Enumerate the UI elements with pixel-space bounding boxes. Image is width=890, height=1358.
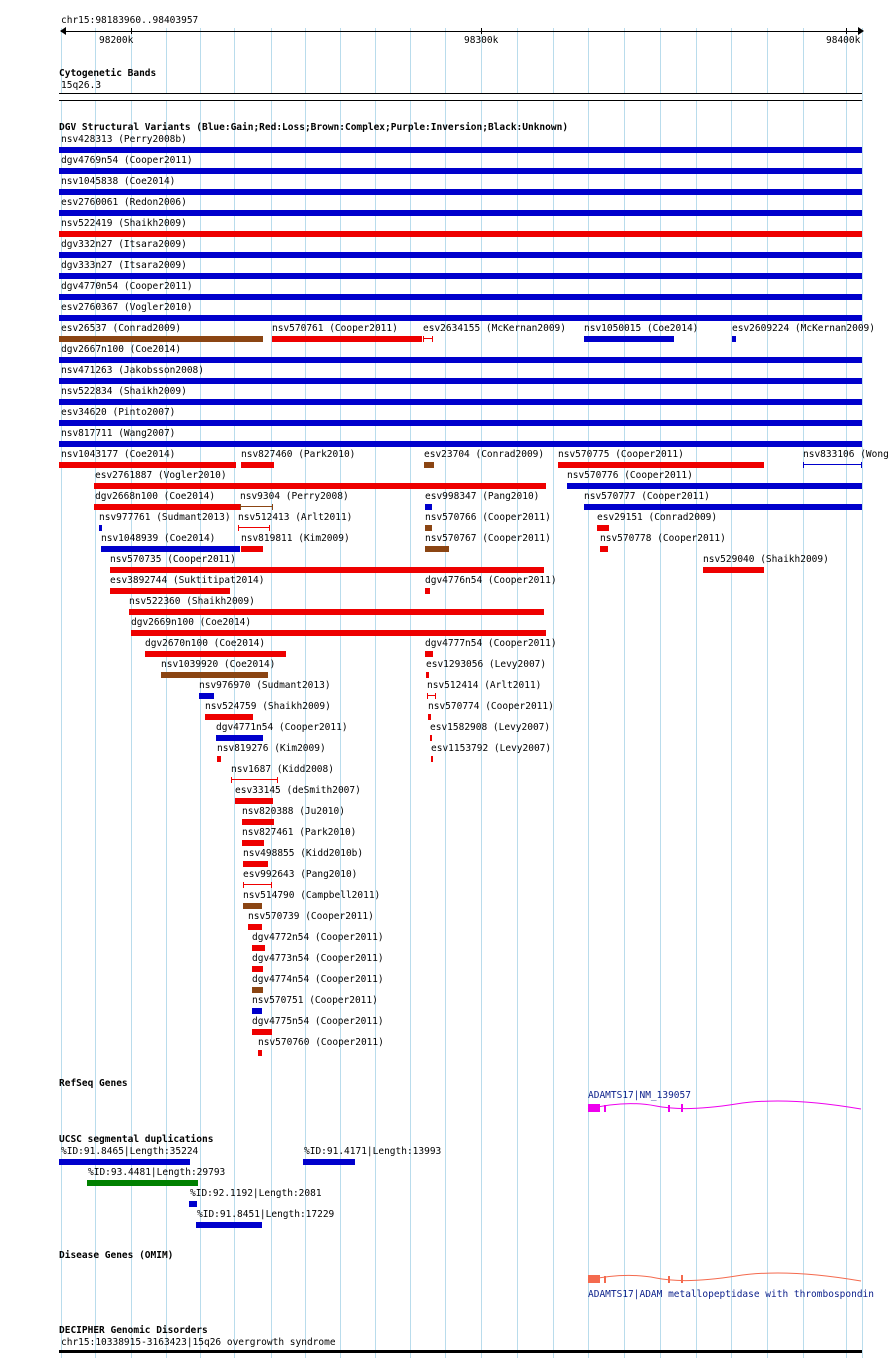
variant-label[interactable]: dgv333n27 (Itsara2009) bbox=[61, 260, 187, 271]
variant-label[interactable]: nsv570776 (Cooper2011) bbox=[567, 470, 693, 481]
segdup-bar[interactable] bbox=[59, 1159, 190, 1165]
grid-line bbox=[846, 28, 847, 1358]
variant-bar[interactable] bbox=[59, 462, 236, 468]
variant-bar[interactable] bbox=[59, 294, 862, 300]
segdup-bar[interactable] bbox=[87, 1180, 198, 1186]
variant-label[interactable]: esv2760061 (Redon2006) bbox=[61, 197, 187, 208]
grid-line bbox=[767, 28, 768, 1358]
variant-label[interactable]: nsv817711 (Wang2007) bbox=[61, 428, 176, 439]
variant-label[interactable]: esv1293056 (Levy2007) bbox=[426, 659, 547, 670]
ruler-tick-label: 98300k bbox=[464, 35, 499, 46]
dgv-track-title[interactable]: DGV Structural Variants (Blue:Gain;Red:Loss;Brown:Complex;Purple:Inversion;Black:Unknown) bbox=[59, 122, 569, 133]
omim-track-title[interactable]: Disease Genes (OMIM) bbox=[59, 1250, 174, 1261]
cytoband-band[interactable] bbox=[59, 93, 862, 101]
variant-range[interactable] bbox=[231, 777, 278, 783]
omim-gene-model[interactable] bbox=[586, 1272, 862, 1288]
variant-bar[interactable] bbox=[584, 504, 862, 510]
coordinate-range: chr15:98183960..98403957 bbox=[61, 15, 199, 26]
variant-label[interactable]: esv1582908 (Levy2007) bbox=[430, 722, 551, 733]
variant-range[interactable] bbox=[423, 336, 433, 342]
segdup-label[interactable]: %ID:91.8451|Length:17229 bbox=[197, 1209, 335, 1220]
variant-label[interactable]: dgv4771n54 (Cooper2011) bbox=[216, 722, 348, 733]
variant-bar[interactable] bbox=[216, 735, 263, 741]
ruler-line bbox=[61, 31, 862, 32]
variant-bar[interactable] bbox=[199, 693, 214, 699]
variant-label[interactable]: dgv4775n54 (Cooper2011) bbox=[252, 1016, 384, 1027]
variant-bar[interactable] bbox=[161, 672, 268, 678]
variant-bar[interactable] bbox=[59, 168, 862, 174]
variant-bar[interactable] bbox=[59, 336, 263, 342]
segdup-label[interactable]: %ID:91.8465|Length:35224 bbox=[61, 1146, 199, 1157]
variant-bar[interactable] bbox=[205, 714, 253, 720]
variant-bar[interactable] bbox=[59, 147, 862, 153]
grid-line bbox=[410, 28, 411, 1358]
variant-bar[interactable] bbox=[243, 903, 262, 909]
variant-label[interactable]: esv2634155 (McKernan2009) bbox=[423, 323, 566, 334]
variant-bar[interactable] bbox=[131, 630, 546, 636]
grid-line bbox=[862, 28, 863, 1358]
variant-label[interactable]: nsv522419 (Shaikh2009) bbox=[61, 218, 187, 229]
variant-label[interactable]: esv998347 (Pang2010) bbox=[425, 491, 540, 502]
variant-label[interactable]: esv992643 (Pang2010) bbox=[243, 869, 358, 880]
variant-label[interactable]: dgv4772n54 (Cooper2011) bbox=[252, 932, 384, 943]
variant-label[interactable]: nsv1043177 (Coe2014) bbox=[61, 449, 176, 460]
variant-bar[interactable] bbox=[425, 588, 430, 594]
variant-bar[interactable] bbox=[597, 525, 609, 531]
variant-label[interactable]: nsv827461 (Park2010) bbox=[242, 827, 357, 838]
grid-line bbox=[375, 28, 376, 1358]
variant-bar[interactable] bbox=[430, 735, 432, 741]
variant-bar[interactable] bbox=[110, 567, 544, 573]
variant-label[interactable]: nsv514790 (Campbell2011) bbox=[243, 890, 381, 901]
variant-bar[interactable] bbox=[732, 336, 736, 342]
variant-bar[interactable] bbox=[59, 420, 862, 426]
variant-bar[interactable] bbox=[425, 504, 432, 510]
refseq-gene-model[interactable] bbox=[586, 1098, 862, 1116]
variant-label[interactable]: nsv570767 (Cooper2011) bbox=[425, 533, 551, 544]
grid-line bbox=[234, 28, 235, 1358]
segdup-label[interactable]: %ID:93.4481|Length:29793 bbox=[88, 1167, 226, 1178]
variant-label[interactable]: nsv428313 (Perry2008b) bbox=[61, 134, 187, 145]
variant-bar[interactable] bbox=[252, 987, 263, 993]
variant-label[interactable]: esv26537 (Conrad2009) bbox=[61, 323, 182, 334]
variant-label[interactable]: dgv2668n100 (Coe2014) bbox=[95, 491, 216, 502]
ruler-right-arrow-icon bbox=[858, 27, 864, 35]
grid-line bbox=[588, 28, 589, 1358]
grid-line bbox=[731, 28, 732, 1358]
cytoband-track-title[interactable]: Cytogenetic Bands bbox=[59, 68, 157, 79]
variant-label[interactable]: nsv570766 (Cooper2011) bbox=[425, 512, 551, 523]
variant-label[interactable]: nsv977761 (Sudmant2013) bbox=[99, 512, 231, 523]
variant-bar[interactable] bbox=[59, 252, 862, 258]
variant-label[interactable]: nsv1050015 (Coe2014) bbox=[584, 323, 699, 334]
variant-bar[interactable] bbox=[558, 462, 764, 468]
variant-label[interactable]: nsv570760 (Cooper2011) bbox=[258, 1037, 384, 1048]
variant-label[interactable]: esv29151 (Conrad2009) bbox=[597, 512, 718, 523]
variant-label[interactable]: nsv522834 (Shaikh2009) bbox=[61, 386, 187, 397]
variant-range[interactable] bbox=[803, 462, 862, 468]
variant-label[interactable]: dgv332n27 (Itsara2009) bbox=[61, 239, 187, 250]
variant-label[interactable]: nsv1048939 (Coe2014) bbox=[101, 533, 216, 544]
variant-label[interactable]: nsv570751 (Cooper2011) bbox=[252, 995, 378, 1006]
variant-label[interactable]: esv2761887 (Vogler2010) bbox=[95, 470, 227, 481]
grid-line bbox=[271, 28, 272, 1358]
segdup-label[interactable]: %ID:91.4171|Length:13993 bbox=[304, 1146, 442, 1157]
variant-label[interactable]: nsv570775 (Cooper2011) bbox=[558, 449, 684, 460]
variant-bar[interactable] bbox=[248, 924, 262, 930]
variant-bar[interactable] bbox=[252, 945, 265, 951]
variant-label[interactable]: esv23704 (Conrad2009) bbox=[424, 449, 545, 460]
variant-bar[interactable] bbox=[94, 483, 546, 489]
variant-bar[interactable] bbox=[567, 483, 862, 489]
variant-bar[interactable] bbox=[101, 546, 240, 552]
variant-bar[interactable] bbox=[99, 525, 102, 531]
variant-bar[interactable] bbox=[59, 441, 862, 447]
variant-bar[interactable] bbox=[59, 378, 862, 384]
variant-label[interactable]: nsv524759 (Shaikh2009) bbox=[205, 701, 331, 712]
variant-bar[interactable] bbox=[243, 861, 268, 867]
variant-label[interactable]: nsv819276 (Kim2009) bbox=[217, 743, 326, 754]
variant-label[interactable]: nsv570735 (Cooper2011) bbox=[110, 554, 236, 565]
variant-range[interactable] bbox=[240, 504, 273, 510]
variant-bar[interactable] bbox=[235, 798, 273, 804]
variant-label[interactable]: nsv820388 (Ju2010) bbox=[242, 806, 345, 817]
grid-line bbox=[696, 28, 697, 1358]
variant-bar[interactable] bbox=[59, 357, 862, 363]
variant-bar[interactable] bbox=[425, 525, 432, 531]
variant-label[interactable]: esv1153792 (Levy2007) bbox=[431, 743, 552, 754]
variant-label[interactable]: nsv570774 (Cooper2011) bbox=[428, 701, 554, 712]
omim-gene-label[interactable]: ADAMTS17|ADAM metallopeptidase with thrombospondin bbox=[588, 1289, 874, 1300]
variant-bar[interactable] bbox=[94, 504, 241, 510]
grid-line bbox=[553, 28, 554, 1358]
variant-bar[interactable] bbox=[600, 546, 608, 552]
variant-label[interactable]: nsv498855 (Kidd2010b) bbox=[243, 848, 364, 859]
variant-label[interactable]: nsv570778 (Cooper2011) bbox=[600, 533, 726, 544]
ruler-left-arrow-icon bbox=[60, 27, 66, 35]
decipher-track-title[interactable]: DECIPHER Genomic Disorders bbox=[59, 1325, 208, 1336]
variant-bar[interactable] bbox=[145, 651, 286, 657]
variant-bar[interactable] bbox=[252, 1008, 262, 1014]
variant-label[interactable]: nsv570739 (Cooper2011) bbox=[248, 911, 374, 922]
variant-bar[interactable] bbox=[425, 651, 433, 657]
variant-bar[interactable] bbox=[59, 210, 862, 216]
variant-bar[interactable] bbox=[59, 399, 862, 405]
variant-bar[interactable] bbox=[110, 588, 230, 594]
variant-label[interactable]: nsv529040 (Shaikh2009) bbox=[703, 554, 829, 565]
variant-label[interactable]: esv2760367 (Vogler2010) bbox=[61, 302, 193, 313]
variant-bar[interactable] bbox=[431, 756, 433, 762]
variant-bar[interactable] bbox=[703, 567, 764, 573]
variant-label[interactable]: nsv512413 (Arlt2011) bbox=[238, 512, 353, 523]
variant-bar[interactable] bbox=[59, 273, 862, 279]
variant-label[interactable]: dgv4773n54 (Cooper2011) bbox=[252, 953, 384, 964]
segdup-bar[interactable] bbox=[196, 1222, 262, 1228]
variant-label[interactable]: dgv4774n54 (Cooper2011) bbox=[252, 974, 384, 985]
variant-label[interactable]: dgv2670n100 (Coe2014) bbox=[145, 638, 266, 649]
variant-label[interactable]: nsv1687 (Kidd2008) bbox=[231, 764, 334, 775]
segdup-bar[interactable] bbox=[189, 1201, 197, 1207]
variant-label[interactable]: nsv976970 (Sudmant2013) bbox=[199, 680, 331, 691]
variant-bar[interactable] bbox=[242, 840, 264, 846]
ruler-tick bbox=[131, 28, 132, 34]
variant-label[interactable]: esv2609224 (McKernan2009) bbox=[732, 323, 875, 334]
refseq-track-title[interactable]: RefSeq Genes bbox=[59, 1078, 128, 1089]
variant-bar[interactable] bbox=[258, 1050, 262, 1056]
variant-label[interactable]: nsv819811 (Kim2009) bbox=[241, 533, 350, 544]
variant-label[interactable]: esv3892744 (Suktitipat2014) bbox=[110, 575, 265, 586]
variant-label[interactable]: esv33145 (deSmith2007) bbox=[235, 785, 361, 796]
variant-bar[interactable] bbox=[59, 189, 862, 195]
variant-label[interactable]: dgv4777n54 (Cooper2011) bbox=[425, 638, 557, 649]
decipher-entry-bar[interactable] bbox=[59, 1350, 862, 1353]
variant-bar[interactable] bbox=[584, 336, 674, 342]
variant-bar[interactable] bbox=[241, 462, 274, 468]
variant-label[interactable]: dgv2669n100 (Coe2014) bbox=[131, 617, 252, 628]
decipher-entry-label[interactable]: chr15:10338915-3163423|15q26 overgrowth syndrome bbox=[61, 1337, 336, 1348]
variant-label[interactable]: nsv471263 (Jakobsson2008) bbox=[61, 365, 204, 376]
variant-bar[interactable] bbox=[217, 756, 221, 762]
variant-label[interactable]: esv34620 (Pinto2007) bbox=[61, 407, 176, 418]
variant-bar[interactable] bbox=[425, 546, 449, 552]
grid-line bbox=[481, 28, 482, 1358]
variant-range[interactable] bbox=[238, 525, 270, 531]
variant-label[interactable]: nsv512414 (Arlt2011) bbox=[427, 680, 542, 691]
variant-bar[interactable] bbox=[242, 819, 274, 825]
variant-bar[interactable] bbox=[272, 336, 422, 342]
segdup-label[interactable]: %ID:92.1192|Length:2081 bbox=[190, 1188, 322, 1199]
variant-label[interactable]: dgv4769n54 (Cooper2011) bbox=[61, 155, 193, 166]
variant-bar[interactable] bbox=[252, 1029, 272, 1035]
variant-label[interactable]: dgv4776n54 (Cooper2011) bbox=[425, 575, 557, 586]
variant-label[interactable]: dgv4770n54 (Cooper2011) bbox=[61, 281, 193, 292]
ruler-tick bbox=[481, 28, 482, 34]
variant-range[interactable] bbox=[427, 693, 436, 699]
variant-label[interactable]: nsv9304 (Perry2008) bbox=[240, 491, 349, 502]
variant-bar[interactable] bbox=[241, 546, 263, 552]
grid-line bbox=[517, 28, 518, 1358]
variant-bar[interactable] bbox=[426, 672, 429, 678]
variant-label[interactable]: nsv570761 (Cooper2011) bbox=[272, 323, 398, 334]
variant-bar[interactable] bbox=[252, 966, 263, 972]
variant-bar[interactable] bbox=[428, 714, 431, 720]
variant-bar[interactable] bbox=[59, 315, 862, 321]
grid-line bbox=[445, 28, 446, 1358]
refseq-gene-label[interactable]: ADAMTS17|NM_139057 bbox=[588, 1090, 691, 1101]
ruler-tick-label: 98400k bbox=[826, 35, 861, 46]
cytoband-label: 15q26.3 bbox=[61, 80, 102, 91]
variant-label[interactable]: nsv1045838 (Coe2014) bbox=[61, 176, 176, 187]
variant-range[interactable] bbox=[243, 882, 272, 888]
variant-label[interactable]: nsv827460 (Park2010) bbox=[241, 449, 356, 460]
segdup-bar[interactable] bbox=[303, 1159, 355, 1165]
variant-bar[interactable] bbox=[424, 462, 434, 468]
grid-line bbox=[624, 28, 625, 1358]
variant-label[interactable]: nsv833106 (Wong bbox=[803, 449, 889, 460]
variant-bar[interactable] bbox=[59, 231, 862, 237]
ruler-tick bbox=[846, 28, 847, 34]
variant-label[interactable]: nsv570777 (Cooper2011) bbox=[584, 491, 710, 502]
segdup-track-title[interactable]: UCSC segmental duplications bbox=[59, 1134, 214, 1145]
ruler-tick-label: 98200k bbox=[99, 35, 134, 46]
variant-label[interactable]: nsv1039920 (Coe2014) bbox=[161, 659, 276, 670]
variant-bar[interactable] bbox=[129, 609, 544, 615]
variant-label[interactable]: dgv2667n100 (Coe2014) bbox=[61, 344, 182, 355]
grid-line bbox=[803, 28, 804, 1358]
grid-line bbox=[660, 28, 661, 1358]
variant-label[interactable]: nsv522360 (Shaikh2009) bbox=[129, 596, 255, 607]
